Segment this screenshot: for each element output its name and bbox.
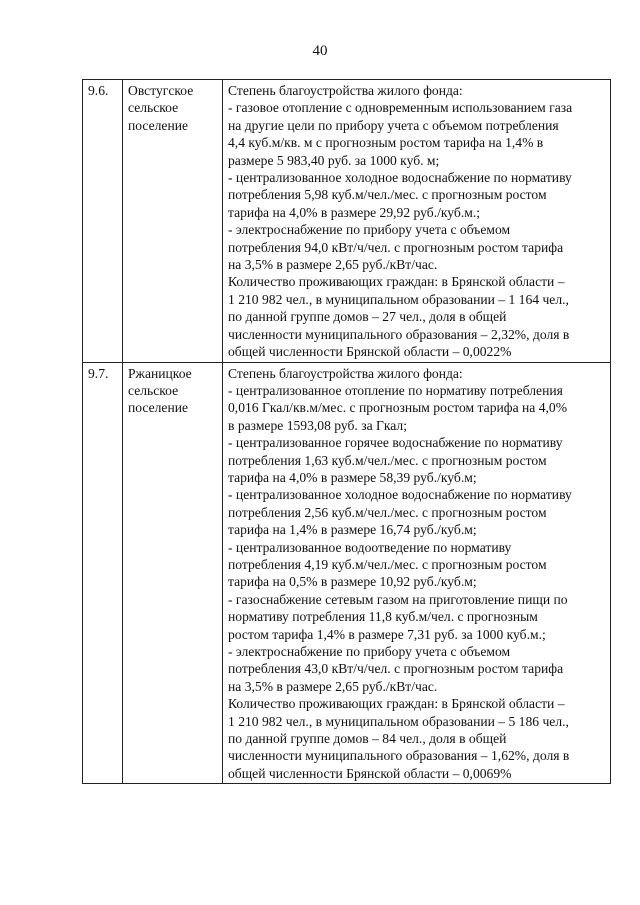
description-line: - газоснабжение сетевым газом на приготовление пищи по bbox=[228, 591, 568, 607]
description-line: по данной группе домов – 84 чел., доля в общей bbox=[228, 731, 507, 747]
description-line: на 3,5% в размере 2,65 руб./кВт/час. bbox=[228, 257, 438, 273]
row-number-cell: 9.7. bbox=[83, 362, 123, 784]
description-line: - централизованное отопление по нормативу потребления bbox=[228, 382, 563, 398]
description-line: потребления 43,0 кВт/ч/чел. с прогнозным ростом тарифа bbox=[228, 661, 564, 677]
description-line: 1 210 982 чел., в муниципальном образовании – 1 164 чел., bbox=[228, 291, 569, 307]
description-cell bbox=[223, 80, 611, 363]
description-line: тарифа на 4,0% в размере 29,92 руб./куб.м.; bbox=[228, 204, 480, 220]
description-line: - газовое отопление с одновременным использованием газа bbox=[228, 100, 573, 116]
description-line: ростом тарифа 1,4% в размере 7,31 руб. за 1000 куб.м.; bbox=[228, 626, 546, 642]
description-line: 4,4 куб.м/кв. м с прогнозным ростом тарифа на 1,4% в bbox=[228, 135, 544, 151]
row-number-cell: 9.6. bbox=[83, 80, 123, 363]
description-line: общей численности Брянской области – 0,0022% bbox=[228, 344, 512, 360]
description-line: тарифа на 4,0% в размере 58,39 руб./куб.м; bbox=[228, 469, 477, 485]
settlements-table bbox=[82, 79, 611, 784]
table-body bbox=[83, 80, 611, 784]
description-line: - централизованное холодное водоснабжение по нормативу bbox=[228, 170, 572, 186]
table-row bbox=[83, 80, 611, 363]
description-line: по данной группе домов – 27 чел., доля в общей bbox=[228, 309, 507, 325]
description-line: на 3,5% в размере 2,65 руб./кВт/час. bbox=[228, 678, 438, 694]
description-line: 1 210 982 чел., в муниципальном образовании – 5 186 чел., bbox=[228, 713, 569, 729]
description-line: тарифа на 1,4% в размере 16,74 руб./куб.м; bbox=[228, 522, 477, 538]
description-line: потребления 2,56 куб.м/чел./мес. с прогнозным ростом bbox=[228, 504, 547, 520]
settlement-name-cell: Ржаницкое сельское поселение bbox=[123, 362, 223, 784]
description-line: в размере 1593,08 руб. за Гкал; bbox=[228, 417, 407, 433]
description-line: потребления 94,0 кВт/ч/чел. с прогнозным ростом тарифа bbox=[228, 239, 564, 255]
page-number: 40 bbox=[312, 43, 328, 59]
description-line: - централизованное горячее водоснабжение по нормативу bbox=[228, 435, 563, 451]
description-line: - централизованное холодное водоснабжение по нормативу bbox=[228, 487, 572, 503]
description-line: численности муниципального образования – 2,32%, доля в bbox=[228, 326, 570, 342]
description-line: - электроснабжение по прибору учета с объемом bbox=[228, 222, 511, 238]
description-line: 0,016 Гкал/кв.м/мес. с прогнозным ростом тарифа на 4,0% bbox=[228, 400, 568, 416]
description-line: Степень благоустройства жилого фонда: bbox=[228, 83, 463, 98]
description-line: Количество проживающих граждан: в Брянской области – bbox=[228, 274, 565, 290]
description-line: общей численности Брянской области – 0,0069% bbox=[228, 765, 512, 781]
description-line: Количество проживающих граждан: в Брянской области – bbox=[228, 696, 565, 712]
description-line: на другие цели по прибору учета с объемом потребления bbox=[228, 117, 559, 133]
description-line: потребления 5,98 куб.м/чел./мес. с прогнозным ростом bbox=[228, 187, 547, 203]
description-line: - централизованное водоотведение по нормативу bbox=[228, 539, 512, 555]
settlement-name-cell: Овстугское сельское поселение bbox=[123, 80, 223, 363]
description-line: размере 5 983,40 руб. за 1000 куб. м; bbox=[228, 152, 440, 168]
description-cell bbox=[223, 362, 611, 784]
description-line: потребления 4,19 куб.м/чел./мес. с прогнозным ростом bbox=[228, 556, 547, 572]
description-line: потребления 1,63 куб.м/чел./мес. с прогнозным ростом bbox=[228, 452, 547, 468]
description-line: численности муниципального образования – 1,62%, доля в bbox=[228, 748, 570, 764]
description-line: - электроснабжение по прибору учета с объемом bbox=[228, 644, 511, 659]
description-line: нормативу потребления 11,8 куб.м/чел. с прогнозным bbox=[228, 609, 538, 625]
description-line: тарифа на 0,5% в размере 10,92 руб./куб.м; bbox=[228, 574, 477, 590]
table-row bbox=[83, 362, 611, 784]
description-line: Степень благоустройства жилого фонда: bbox=[228, 365, 463, 381]
